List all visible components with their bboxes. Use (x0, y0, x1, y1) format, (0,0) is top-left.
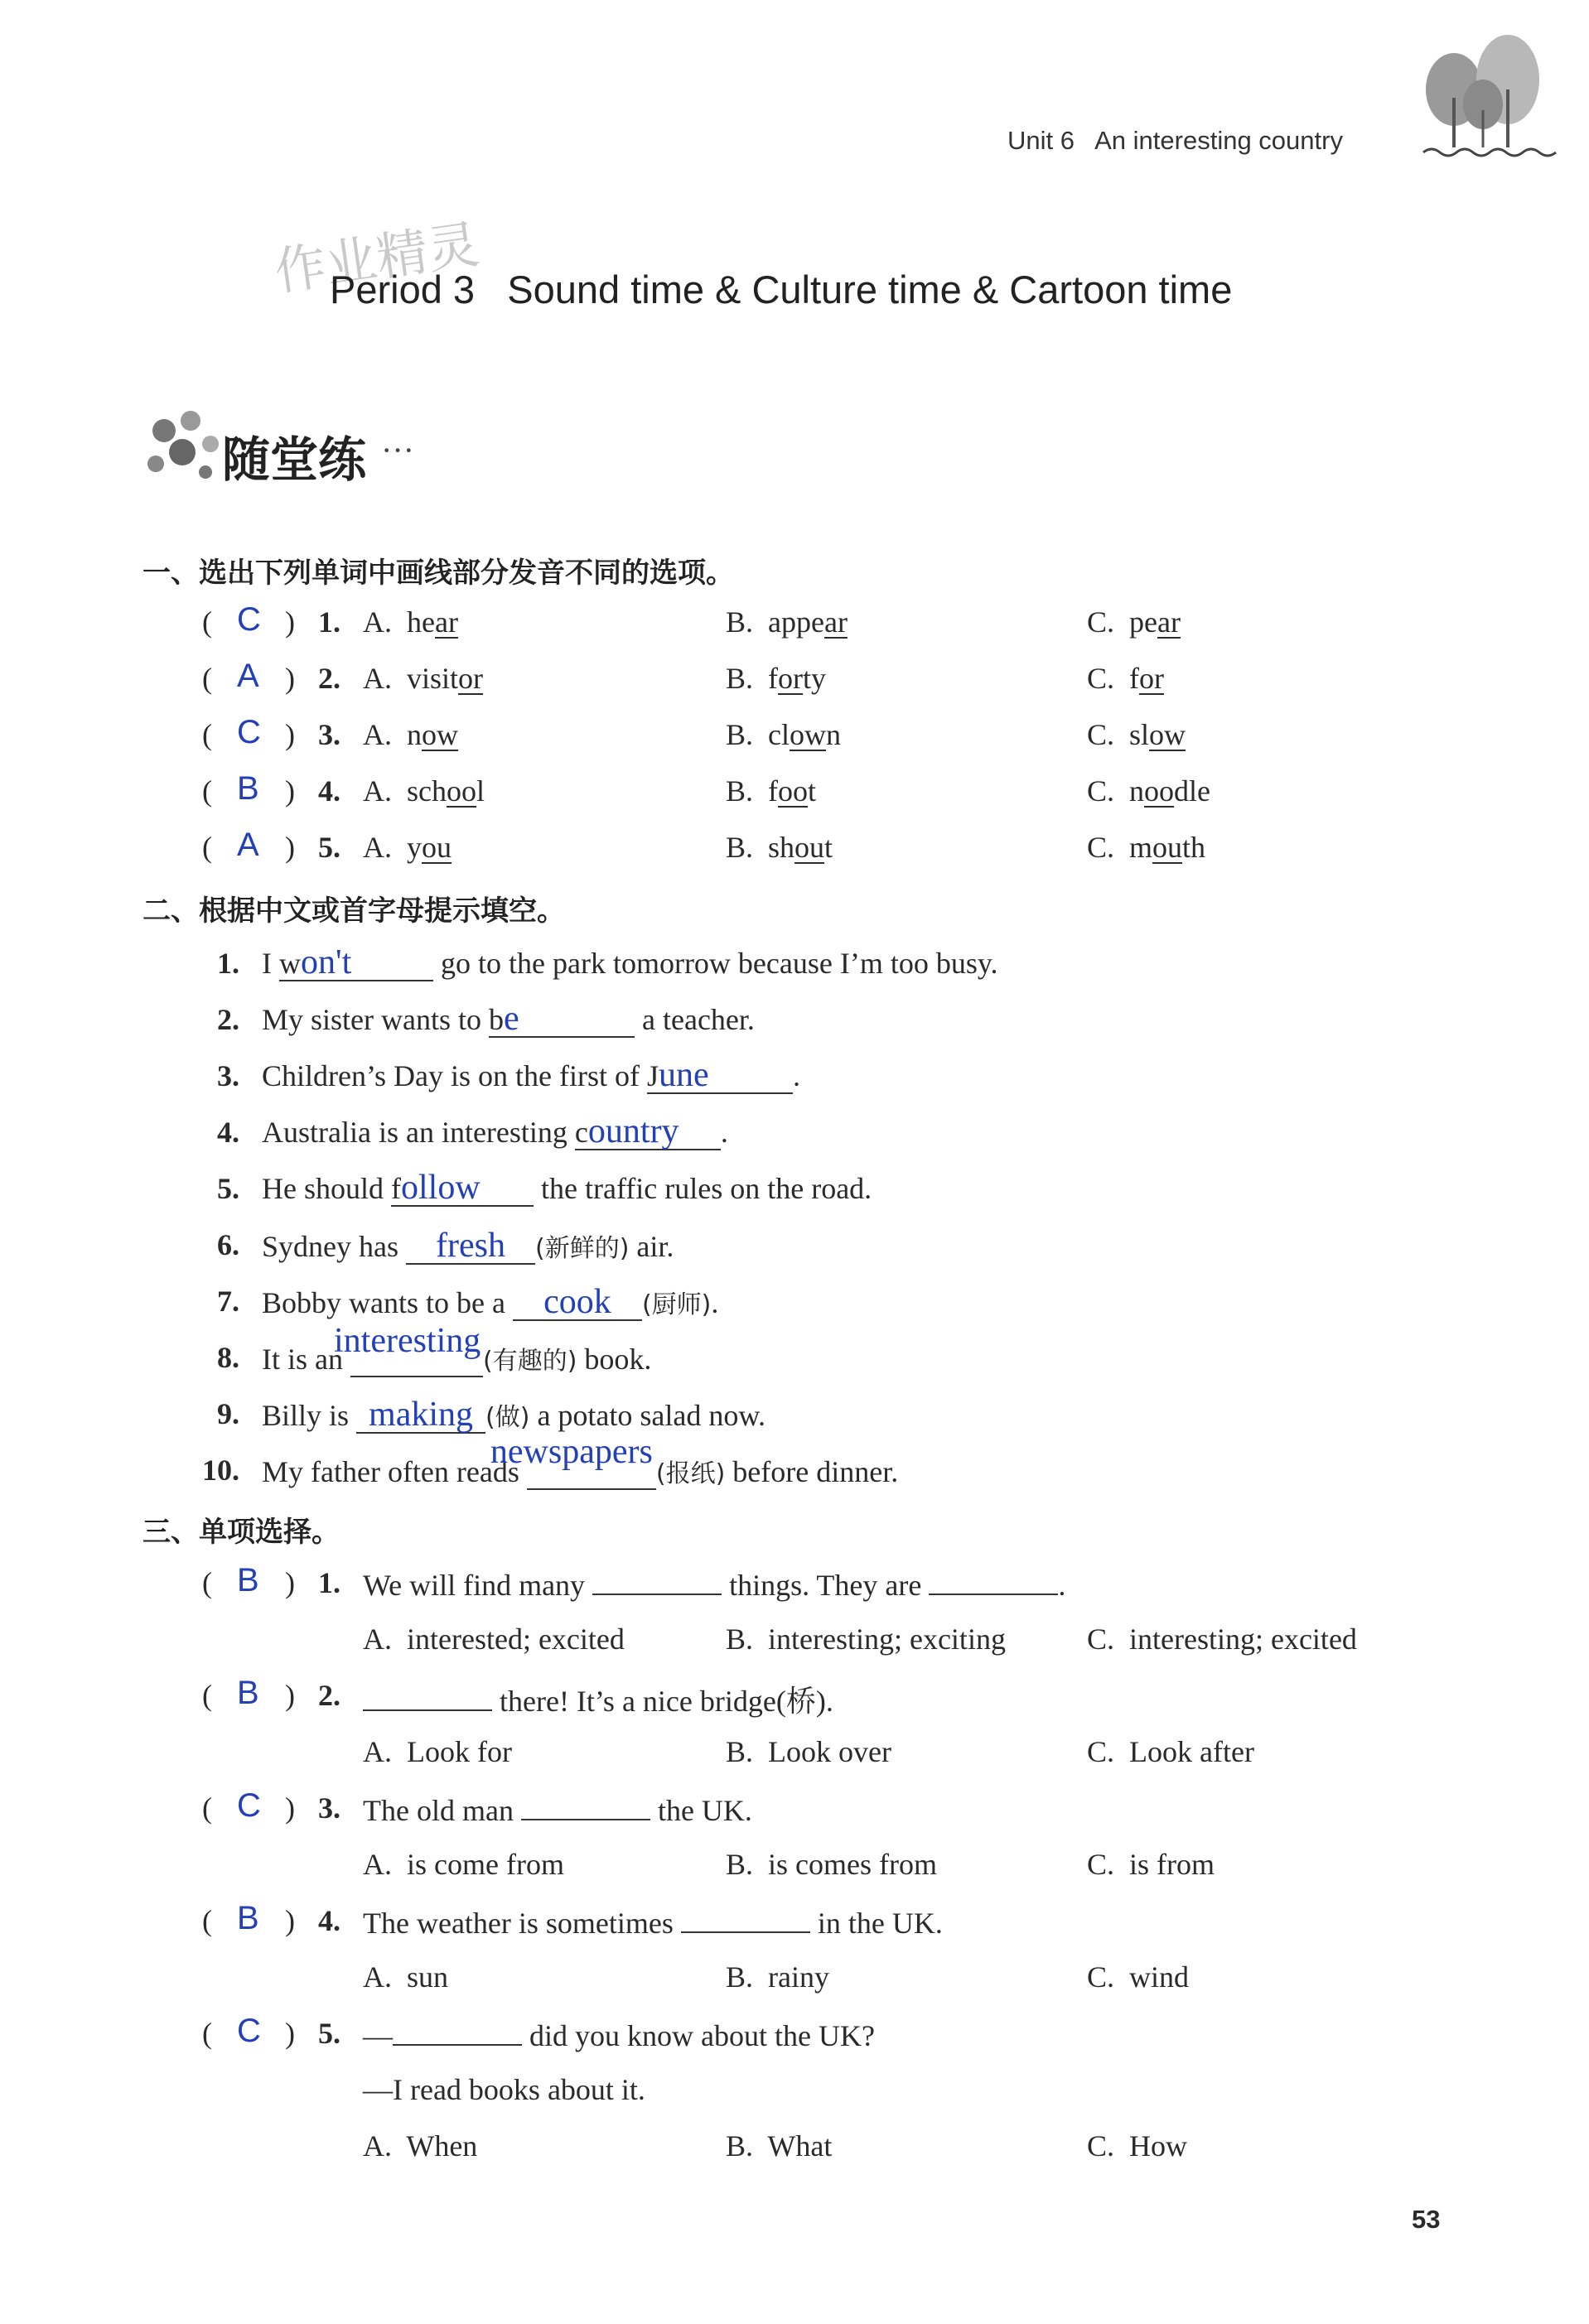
option-a: A. sun (363, 1960, 449, 1994)
option-b: B. What (726, 2129, 833, 2162)
answer-blank[interactable]: fresh (406, 1229, 535, 1265)
option-a: A. is come from (363, 1848, 564, 1881)
question-number: 10. (202, 1454, 239, 1487)
list-item: ( (202, 774, 212, 808)
answer-mark: C (237, 1787, 261, 1824)
answer-mark: B (237, 1675, 259, 1711)
answer-blank[interactable]: follow (391, 1171, 534, 1207)
list-item: ( (202, 605, 212, 639)
answer-mark: C (237, 714, 261, 750)
question-number: 5. (318, 2017, 340, 2050)
question-text: there! It’s a nice bridge(桥). (363, 1678, 833, 1720)
unit-title: An interesting country (1094, 126, 1343, 155)
section1-heading: 一、选出下列单词中画线部分发音不同的选项。 (142, 557, 734, 590)
answer-mark: C (237, 2013, 261, 2049)
answer-blank[interactable]: cook (513, 1285, 642, 1321)
list-item: ( (202, 1791, 212, 1825)
answer-blank[interactable] (681, 1903, 810, 1933)
question-text: We will find many things. They are . (363, 1565, 1065, 1603)
question-number: 4. (318, 774, 340, 808)
answer-blank[interactable] (592, 1565, 722, 1595)
list-item: Children’s Day is on the first of June . (262, 1056, 800, 1094)
paren-close: ) (285, 1679, 295, 1712)
question-number: 3. (217, 1059, 239, 1092)
paren-close: ) (285, 718, 295, 751)
question-number: 7. (217, 1285, 239, 1318)
answer-blank[interactable]: be (489, 1002, 635, 1038)
list-item: It is an interesting (有趣的) book. (262, 1322, 652, 1376)
question-number: 3. (318, 1791, 340, 1825)
option-a: A. interested; excited (363, 1622, 625, 1656)
dialogue-reply: —I read books about it. (363, 2073, 645, 2106)
option-a: A. you (363, 831, 452, 864)
answer-blank[interactable] (929, 1565, 1058, 1595)
question-text: — did you know about the UK? (363, 2016, 875, 2053)
list-item: ( (202, 831, 212, 864)
option-c: C. mouth (1087, 831, 1206, 864)
answer-mark: C (237, 601, 261, 638)
option-c: C. interesting; excited (1087, 1622, 1357, 1656)
question-number: 3. (318, 718, 340, 751)
option-a: A. school (363, 774, 485, 808)
question-text: The old man the UK. (363, 1791, 752, 1828)
option-a: A. When (363, 2129, 478, 2162)
answer-mark: A (237, 658, 259, 694)
answer-blank[interactable]: June (647, 1058, 793, 1094)
option-b: B. forty (726, 662, 827, 695)
paren-close: ) (285, 2017, 295, 2050)
option-b: B. foot (726, 774, 817, 808)
list-item: ( (202, 1904, 212, 1937)
paren-close: ) (285, 774, 295, 808)
answer-mark: B (237, 770, 259, 807)
paren-close: ) (285, 1566, 295, 1599)
answer-blank[interactable] (521, 1791, 650, 1820)
list-item: ( (202, 662, 212, 695)
answer-blank[interactable] (363, 1681, 492, 1711)
question-number: 8. (217, 1341, 239, 1374)
flower-decoration-icon (139, 398, 230, 489)
option-a: A. Look for (363, 1735, 512, 1768)
paren-close: ) (285, 605, 295, 639)
question-number: 5. (318, 831, 340, 864)
option-b: B. rainy (726, 1960, 829, 1994)
watermark: 作业精灵 (270, 214, 483, 302)
list-item: Australia is an interesting country . (262, 1112, 728, 1150)
question-number: 6. (217, 1228, 239, 1261)
answer-blank[interactable]: country (575, 1115, 721, 1150)
tree-decoration-icon (1417, 31, 1566, 164)
option-c: C. Look after (1087, 1735, 1254, 1768)
question-number: 2. (318, 1679, 340, 1712)
option-b: B. clown (726, 718, 841, 751)
question-number: 2. (318, 662, 340, 695)
question-number: 5. (217, 1172, 239, 1205)
list-item: ( (202, 1566, 212, 1599)
paren-close: ) (285, 662, 295, 695)
list-item: ( (202, 2017, 212, 2050)
answer-blank[interactable]: newspapers (527, 1455, 656, 1490)
question-number: 2. (217, 1003, 239, 1036)
answer-blank[interactable]: making (356, 1398, 485, 1434)
option-c: C. How (1087, 2129, 1188, 2162)
page-title: Period 3 Sound time & Culture time & Cartoon time (330, 268, 1233, 311)
question-text: The weather is sometimes in the UK. (363, 1903, 943, 1941)
option-c: C. wind (1087, 1960, 1190, 1994)
banner-dots: ··· (381, 432, 414, 469)
question-number: 4. (318, 1904, 340, 1937)
section3-heading: 三、单项选择。 (142, 1516, 340, 1549)
option-b: B. Look over (726, 1735, 891, 1768)
question-number: 1. (318, 1566, 340, 1599)
list-item: Billy is making (做) a potato salad now. (262, 1396, 766, 1434)
list-item: Sydney has fresh (新鲜的) air. (262, 1227, 674, 1265)
answer-mark: A (237, 827, 259, 863)
paren-close: ) (285, 1904, 295, 1937)
list-item: Bobby wants to be a cook (厨师). (262, 1283, 719, 1321)
unit-number: Unit 6 (1007, 126, 1075, 155)
list-item: My father often reads newspapers (报纸) before dinner. (262, 1433, 899, 1488)
list-item: ( (202, 1679, 212, 1712)
question-number: 1. (318, 605, 340, 639)
option-c: C. pear (1087, 605, 1181, 639)
answer-blank[interactable] (393, 2016, 522, 2046)
list-item: I won't go to the park tomorrow because I’m too busy. (262, 943, 998, 981)
question-number: 4. (217, 1116, 239, 1149)
list-item: He should follow the traffic rules on the road. (262, 1169, 872, 1207)
banner-title: 随堂练 (222, 432, 367, 488)
section2-heading: 二、根据中文或首字母提示填空。 (142, 894, 565, 928)
list-item: My sister wants to be a teacher. (262, 1000, 755, 1038)
option-c: C. noodle (1087, 774, 1210, 808)
page-number: 53 (1412, 2205, 1441, 2234)
answer-blank[interactable]: interesting (350, 1343, 483, 1377)
option-c: C. is from (1087, 1848, 1215, 1881)
paren-close: ) (285, 831, 295, 864)
option-c: C. for (1087, 662, 1165, 695)
answer-blank[interactable]: won't (279, 946, 433, 981)
question-number: 9. (217, 1397, 239, 1430)
option-b: B. is comes from (726, 1848, 937, 1881)
answer-mark: B (237, 1562, 259, 1598)
option-a: A. visitor (363, 662, 484, 695)
running-header (1007, 126, 1343, 156)
option-c: C. slow (1087, 718, 1186, 751)
option-b: B. interesting; exciting (726, 1622, 1006, 1656)
paren-close: ) (285, 1791, 295, 1825)
list-item: ( (202, 718, 212, 751)
option-a: A. now (363, 718, 458, 751)
option-b: B. shout (726, 831, 833, 864)
option-a: A. hear (363, 605, 458, 639)
option-b: B. appear (726, 605, 848, 639)
question-number: 1. (217, 947, 239, 980)
answer-mark: B (237, 1900, 259, 1936)
